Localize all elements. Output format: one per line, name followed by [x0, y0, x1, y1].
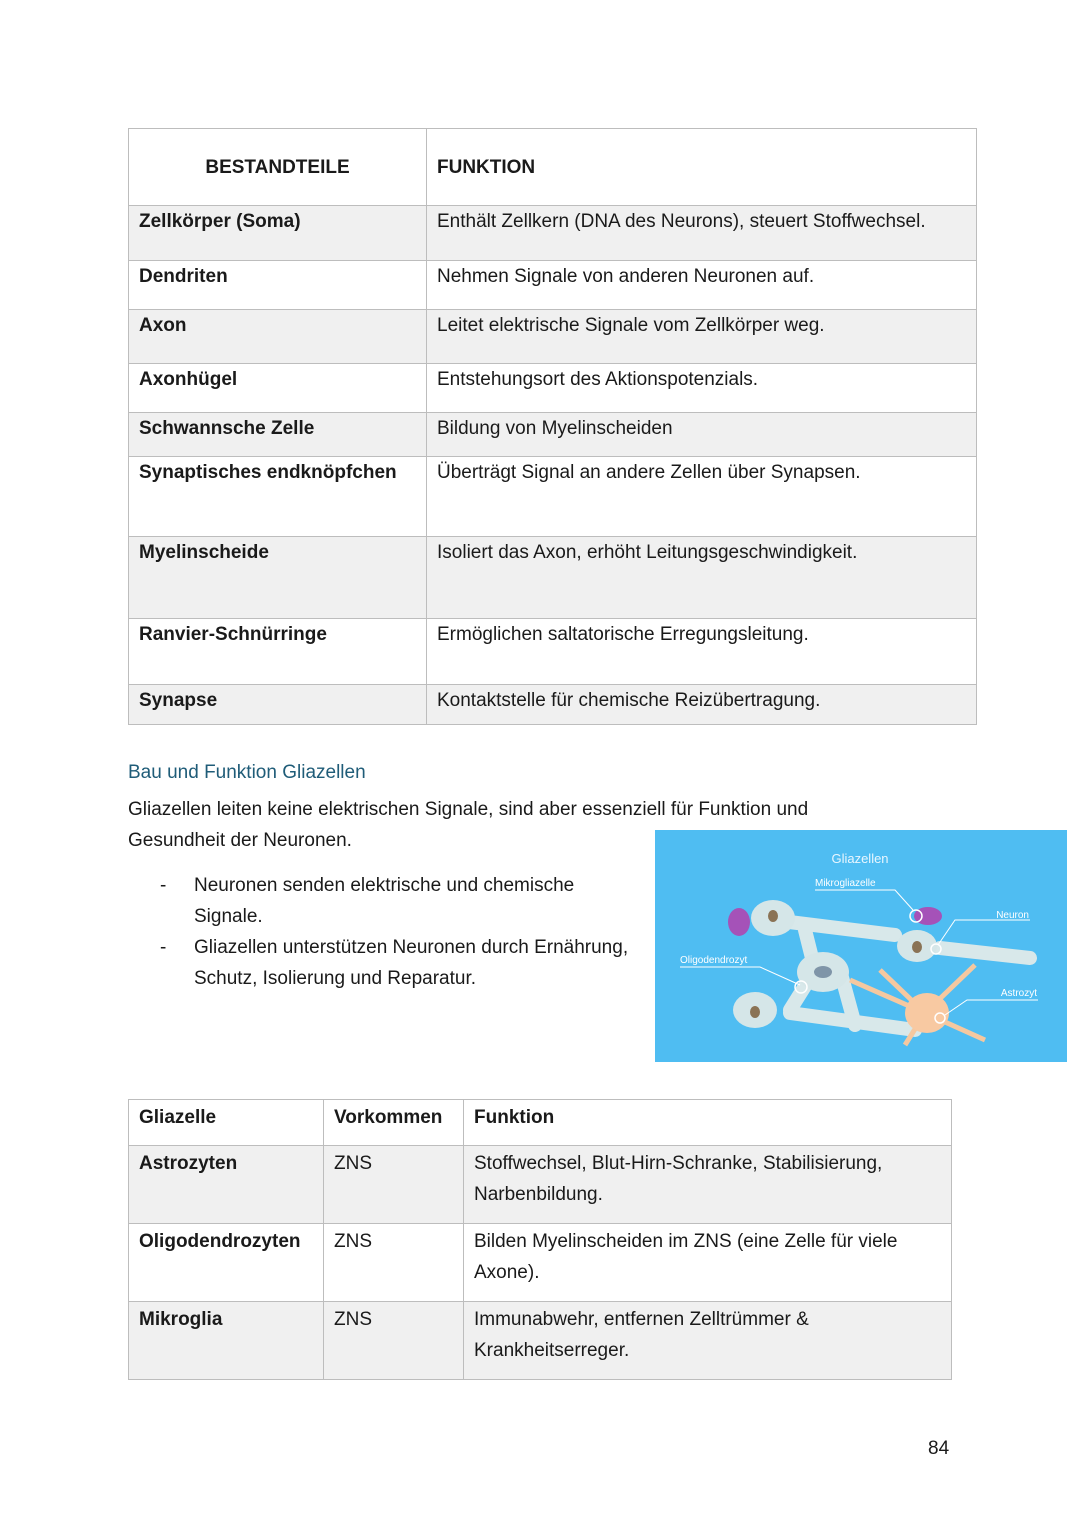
table-header-row	[129, 129, 977, 206]
table-row	[129, 1302, 952, 1380]
row-label-cell: Ranvier-Schnürringe	[129, 619, 427, 685]
header-cell: Funktion	[464, 1100, 952, 1146]
table-row	[129, 1146, 952, 1224]
label-astro: Astrozyt	[1000, 988, 1037, 999]
row-label-cell: Schwannsche Zelle	[129, 413, 427, 457]
row-label-cell: Zellkörper (Soma)	[129, 206, 427, 261]
list-item: - Gliazellen unterstützen Neuronen durch Ernährung, Schutz, Isolierung und Reparatur.	[160, 937, 629, 989]
row-label-cell: Mikroglia	[129, 1302, 324, 1380]
neuron-components-table	[128, 128, 977, 725]
intro-paragraph: Gliazellen leiten keine elektrischen Signale, sind aber essenziell für Funktion und Gesundheit der Neuronen.	[128, 799, 809, 851]
table-row	[129, 310, 977, 364]
row-value-cell: Enthält Zellkern (DNA des Neurons), steuert Stoffwechsel.	[427, 206, 977, 261]
bullet-list	[160, 870, 630, 994]
row-value-cell: Ermöglichen saltatorische Erregungsleitung.	[427, 619, 977, 685]
row-value-cell: Leitet elektrische Signale vom Zellkörper weg.	[427, 310, 977, 364]
table-row	[129, 457, 977, 537]
header-cell: FUNKTION	[427, 129, 977, 206]
row-label-cell: Myelinscheide	[129, 537, 427, 619]
table-row	[129, 364, 977, 413]
table-row	[129, 413, 977, 457]
row-label-cell: Synaptisches endknöpfchen	[129, 457, 427, 537]
row-value-cell: Überträgt Signal an andere Zellen über Synapsen.	[427, 457, 977, 537]
row-value-cell: Kontaktstelle für chemische Reizübertragung.	[427, 685, 977, 725]
header-cell: Gliazelle	[129, 1100, 324, 1146]
list-item: - Neuronen senden elektrische und chemische Signale.	[160, 875, 575, 927]
row-value-cell: ZNS	[324, 1224, 464, 1302]
row-value-cell: Stoffwechsel, Blut-Hirn-Schranke, Stabilisierung, Narbenbildung.	[464, 1146, 952, 1224]
list-item-text: Gliazellen unterstützen Neuronen durch Ernährung, Schutz, Isolierung und Reparatur.	[194, 937, 629, 989]
row-label-cell: Axon	[129, 310, 427, 364]
list-item-text: Neuronen senden elektrische und chemische Signale.	[194, 875, 575, 927]
row-label-cell: Synapse	[129, 685, 427, 725]
row-label-cell: Dendriten	[129, 261, 427, 310]
row-value-cell: ZNS	[324, 1302, 464, 1380]
table-row	[129, 1224, 952, 1302]
row-label-cell: Astrozyten	[129, 1146, 324, 1224]
row-value-cell: Bildung von Myelinscheiden	[427, 413, 977, 457]
page-number: 84	[928, 1438, 950, 1459]
table-row	[129, 685, 977, 725]
row-value-cell: Bilden Myelinscheiden im ZNS (eine Zelle für viele Axone).	[464, 1224, 952, 1302]
header-cell: BESTANDTEILE	[129, 129, 427, 206]
table-row	[129, 261, 977, 310]
table-row	[129, 206, 977, 261]
label-mikroglia: Mikrogliazelle	[815, 878, 876, 889]
label-oligo: Oligodendrozyt	[680, 955, 748, 966]
label-neuron: Neuron	[996, 910, 1029, 921]
row-value-cell: Isoliert das Axon, erhöht Leitungsgeschwindigkeit.	[427, 537, 977, 619]
row-label-cell: Axonhügel	[129, 364, 427, 413]
table-header-row	[129, 1100, 952, 1146]
figure-title: Gliazellen	[831, 851, 889, 866]
table-row	[129, 537, 977, 619]
row-value-cell: Entstehungsort des Aktionspotenzials.	[427, 364, 977, 413]
glia-table	[128, 1099, 952, 1380]
glia-cells-figure	[655, 830, 1067, 1062]
section-heading: Bau und Funktion Gliazellen	[128, 762, 366, 783]
row-value-cell: ZNS	[324, 1146, 464, 1224]
row-value-cell: Immunabwehr, entfernen Zelltrümmer & Krankheitserreger.	[464, 1302, 952, 1380]
row-value-cell: Nehmen Signale von anderen Neuronen auf.	[427, 261, 977, 310]
row-label-cell: Oligodendrozyten	[129, 1224, 324, 1302]
header-cell: Vorkommen	[324, 1100, 464, 1146]
table-row	[129, 619, 977, 685]
